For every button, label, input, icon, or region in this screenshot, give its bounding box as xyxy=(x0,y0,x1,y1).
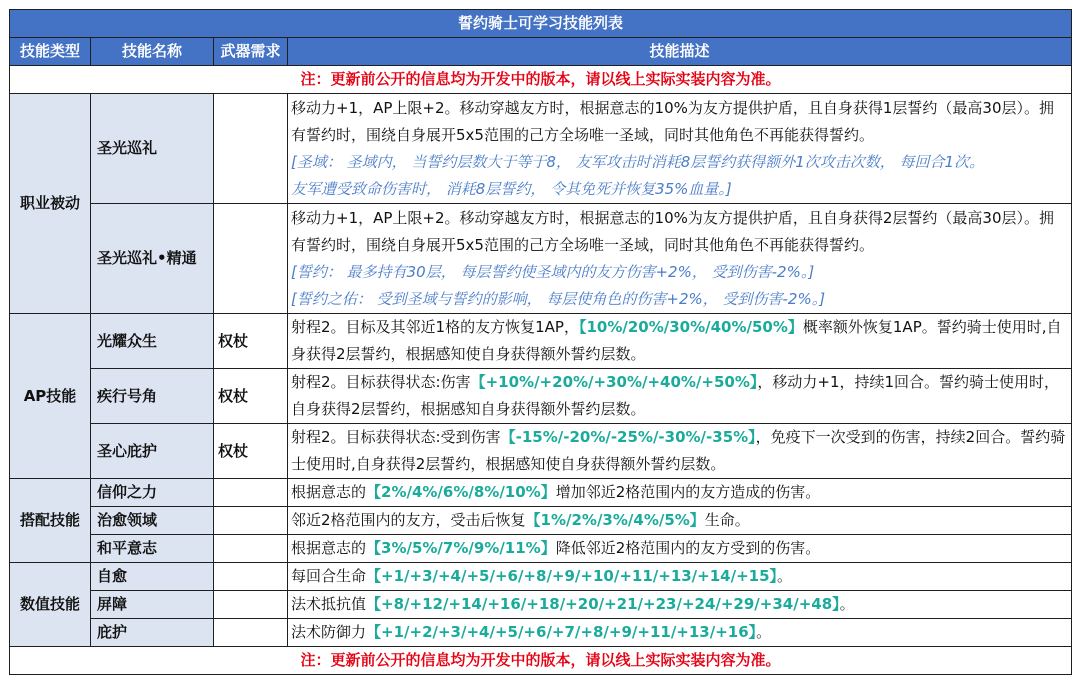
skill-description xyxy=(288,204,1072,314)
table-title: 誓约骑士可学习技能列表 xyxy=(10,10,1072,38)
skill-name: 圣光巡礼 xyxy=(91,94,214,204)
skill-name: 信仰之力 xyxy=(91,479,214,507)
table-row xyxy=(10,94,1072,204)
skill-description xyxy=(288,563,1072,591)
description-highlight: 【+1/+3/+4/+5/+6/+8/+9/+10/+11/+13/+14/+15】 xyxy=(366,567,778,585)
description-extra: [誓约之佑： 受到圣域与誓约的影响， 每层使角色的伤害+2%， 受到伤害-2%。] xyxy=(291,289,826,308)
skill-name: 圣光巡礼•精通 xyxy=(91,204,214,314)
skill-type-cell: 职业被动 xyxy=(10,94,91,314)
weapon-requirement xyxy=(214,619,288,647)
skill-description xyxy=(288,619,1072,647)
description-text: 射程2。目标获得状态:伤害 xyxy=(291,373,471,391)
description-text: 法术防御力 xyxy=(291,623,367,641)
description-text: 概率额外恢复1AP。誓约骑士使用时,自身获得2层誓约，根据感知使自身获得额外誓约层数。 xyxy=(291,318,1062,363)
description-text: 根据意志的 xyxy=(291,539,367,557)
skill-name: 治愈领域 xyxy=(91,507,214,535)
header-weapon: 武器需求 xyxy=(214,38,288,66)
table-row xyxy=(10,591,1072,619)
description-extra: 友军遭受致命伤害时， 消耗8层誓约， 令其免死并恢复35%血量。] xyxy=(291,179,732,198)
description-highlight: 【3%/5%/7%/9%/11%】 xyxy=(366,539,556,557)
description-extra: [圣域： 圣域内， 当誓约层数大于等于8， 友军攻击时消耗8层誓约获得额外1次攻击次数， 每回合1次。 xyxy=(291,152,985,171)
header-row xyxy=(10,38,1072,66)
description-text: ，免疫下一次受到的伤害，持续2回合。誓约骑士使用时,自身获得2层誓约，根据感知使自身获得额外誓约层数。 xyxy=(291,428,1066,473)
note-text: 注：更新前公开的信息均为开发中的版本，请以线上实际实装内容为准。 xyxy=(10,66,1072,94)
table-row xyxy=(10,204,1072,314)
skill-type-cell: AP技能 xyxy=(10,314,91,479)
skill-name: 圣心庇护 xyxy=(91,424,214,479)
skill-description xyxy=(288,369,1072,424)
description-text: 根据意志的 xyxy=(291,483,367,501)
skill-type-cell: 数值技能 xyxy=(10,563,91,647)
skill-name: 自愈 xyxy=(91,563,214,591)
description-highlight: 【-15%/-20%/-25%/-30%/-35%】 xyxy=(500,428,756,446)
description-text: 邻近2格范围内的友方，受击后恢复 xyxy=(291,511,526,529)
note-text: 注：更新前公开的信息均为开发中的版本，请以线上实际实装内容为准。 xyxy=(10,647,1072,675)
skill-name: 屏障 xyxy=(91,591,214,619)
header-description: 技能描述 xyxy=(288,38,1072,66)
description-text: 。 xyxy=(839,595,855,613)
description-text: 移动力+1，AP上限+2。移动穿越友方时，根据意志的10%为友方提供护盾，且自身获得1层誓约（最高30层）。拥有誓约时，围绕自身展开5x5范围的己方全场唯一圣域，同时其他角色不再能获得誓约。 xyxy=(291,98,1055,144)
note-row-bottom xyxy=(10,647,1072,675)
description-text: 移动力+1，AP上限+2。移动穿越友方时，根据意志的10%为友方提供护盾，且自身获得2层誓约（最高30层）。拥有誓约时，围绕自身展开5x5范围的己方全场唯一圣域，同时其他角色不再能获得誓约。 xyxy=(291,208,1055,254)
description-text: 射程2。目标获得状态:受到伤害 xyxy=(291,428,501,446)
table-row xyxy=(10,507,1072,535)
skill-description xyxy=(288,94,1072,204)
header-skill-type: 技能类型 xyxy=(10,38,91,66)
weapon-requirement xyxy=(214,591,288,619)
description-text: ，移动力+1，持续1回合。誓约骑士使用时，自身获得2层誓约，根据感知自身获得额外誓约层数。 xyxy=(291,373,1060,418)
skill-description xyxy=(288,507,1072,535)
weapon-requirement xyxy=(214,563,288,591)
description-text: 。 xyxy=(777,567,793,585)
note-row-top xyxy=(10,66,1072,94)
skill-name: 庇护 xyxy=(91,619,214,647)
description-highlight: 【+1/+2/+3/+4/+5/+6/+7/+8/+9/+11/+13/+16】 xyxy=(366,623,757,641)
description-highlight: 【+10%/+20%/+30%/+40%/+50%】 xyxy=(470,373,758,391)
skill-description xyxy=(288,479,1072,507)
description-highlight: 【2%/4%/6%/8%/10%】 xyxy=(366,483,556,501)
description-text: 法术抵抗值 xyxy=(291,595,367,613)
skill-name: 疾行号角 xyxy=(91,369,214,424)
skill-description xyxy=(288,535,1072,563)
description-text: 。 xyxy=(756,623,772,641)
skill-description xyxy=(288,314,1072,369)
description-extra: [誓约： 最多持有30层， 每层誓约使圣域内的友方伤害+2%， 受到伤害-2%。] xyxy=(291,262,815,281)
weapon-requirement xyxy=(214,535,288,563)
description-highlight: 【1%/2%/3%/4%/5%】 xyxy=(525,511,705,529)
description-highlight: 【10%/20%/30%/40%/50%】 xyxy=(578,318,803,336)
weapon-requirement: 权杖 xyxy=(214,369,288,424)
weapon-requirement: 权杖 xyxy=(214,424,288,479)
skill-name: 和平意志 xyxy=(91,535,214,563)
weapon-requirement xyxy=(214,204,288,314)
skill-description xyxy=(288,424,1072,479)
table-row xyxy=(10,314,1072,369)
weapon-requirement xyxy=(214,479,288,507)
weapon-requirement xyxy=(214,507,288,535)
header-skill-name: 技能名称 xyxy=(91,38,214,66)
table-row xyxy=(10,535,1072,563)
weapon-requirement: 权杖 xyxy=(214,314,288,369)
description-text: 降低邻近2格范围内的友方受到的伤害。 xyxy=(555,539,821,557)
skill-table-wrapper xyxy=(9,9,1071,675)
table-row xyxy=(10,563,1072,591)
title-row xyxy=(10,10,1072,38)
table-row xyxy=(10,479,1072,507)
skill-type-cell: 搭配技能 xyxy=(10,479,91,563)
description-text: 每回合生命 xyxy=(291,567,367,585)
description-text: 射程2。目标及其邻近1格的友方恢复1AP， xyxy=(291,318,579,336)
weapon-requirement xyxy=(214,94,288,204)
description-text: 生命。 xyxy=(704,511,750,529)
skill-table xyxy=(9,9,1072,675)
table-row xyxy=(10,369,1072,424)
table-row xyxy=(10,619,1072,647)
description-text: 增加邻近2格范围内的友方造成的伤害。 xyxy=(555,483,821,501)
skill-description xyxy=(288,591,1072,619)
skill-name: 光耀众生 xyxy=(91,314,214,369)
description-highlight: 【+8/+12/+14/+16/+18/+20/+21/+23/+24/+29/+34/+48】 xyxy=(366,595,840,613)
table-row xyxy=(10,424,1072,479)
